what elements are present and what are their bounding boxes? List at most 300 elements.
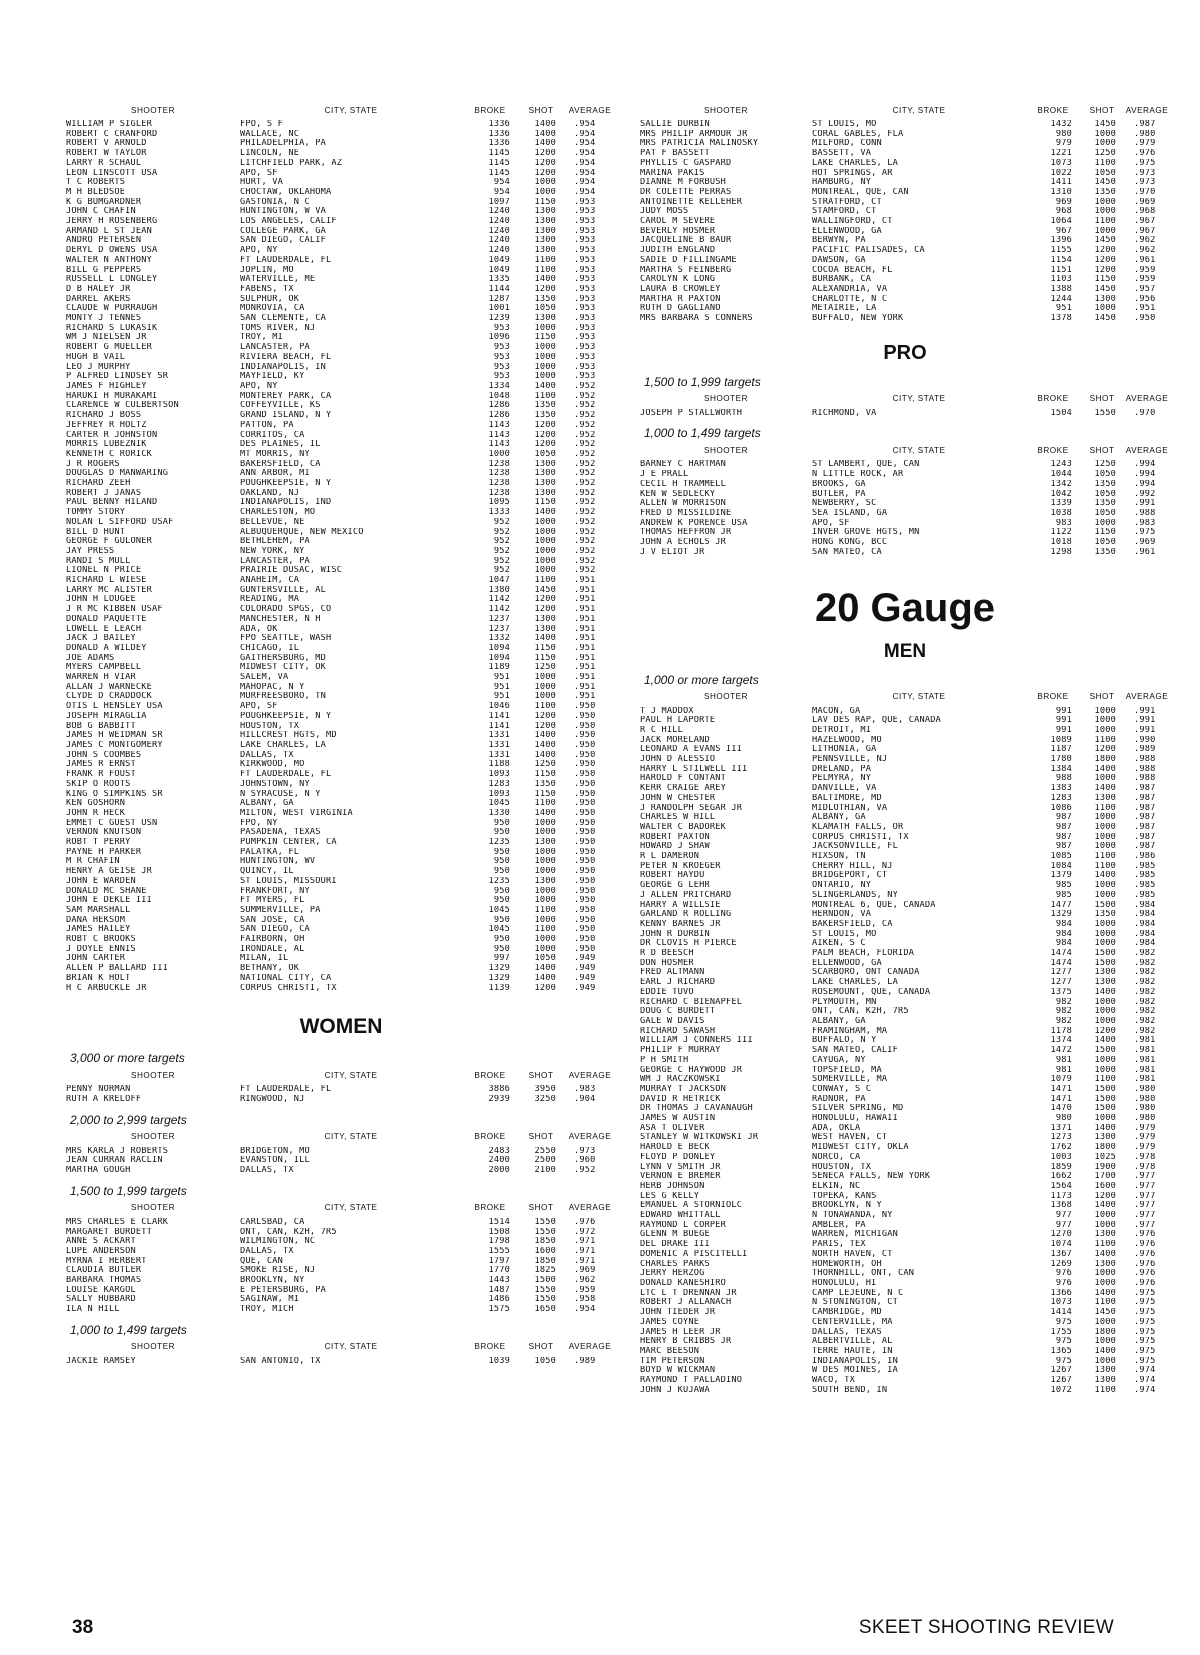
- average-header: AVERAGE: [568, 1070, 612, 1080]
- shooter-name: WILLIAM J CONNERS III: [640, 1036, 753, 1046]
- shot-value: 1000: [534, 896, 556, 906]
- table-row: [66, 547, 616, 557]
- broke-value: 951: [493, 692, 510, 702]
- broke-value: 1283: [1050, 793, 1072, 803]
- table-row: [640, 774, 1170, 784]
- shot-value: 1000: [534, 692, 556, 702]
- city-state: MIDWEST CITY, OK: [240, 663, 326, 673]
- average-value: .952: [574, 488, 596, 498]
- table-row: [640, 930, 1170, 940]
- shooter-name: EDWARD WHITTALL: [640, 1211, 721, 1221]
- table-row: [640, 726, 1170, 736]
- women-table: [66, 1127, 616, 1176]
- table-row: [66, 382, 616, 392]
- pro-group: [640, 375, 1170, 419]
- average-value: .973: [1134, 178, 1156, 188]
- shooter-name: DARREL AKERS: [66, 294, 131, 304]
- table-row: [66, 460, 616, 470]
- table-row: [640, 804, 1170, 814]
- shooter-name: CHARLES PARKS: [640, 1259, 710, 1269]
- shooter-name: JUDITH ENGLAND: [640, 246, 716, 256]
- shooter-name: DR CLOVIS H PIERCE: [640, 939, 737, 949]
- shot-value: 1000: [1094, 129, 1116, 139]
- shot-value: 1450: [1094, 314, 1116, 324]
- broke-value: 997: [493, 954, 510, 964]
- table-row: [66, 595, 616, 605]
- average-value: .951: [574, 576, 596, 586]
- city-state: PELMYRA, NY: [812, 774, 872, 784]
- average-value: .952: [574, 527, 596, 537]
- city-state: PARIS, TEX: [812, 1240, 866, 1250]
- average-value: .952: [574, 459, 596, 469]
- city-state: CHERRY HILL, NJ: [812, 861, 893, 871]
- average-value: .977: [1134, 1172, 1156, 1182]
- shot-value: 1150: [534, 498, 556, 508]
- city-state: HILLCREST HGTS, MD: [240, 731, 337, 741]
- broke-value: 1277: [1050, 968, 1072, 978]
- table-row: [66, 518, 616, 528]
- shot-value: 1000: [534, 886, 556, 896]
- shot-value: 1200: [534, 711, 556, 721]
- broke-value: 1096: [488, 333, 510, 343]
- broke-value: 1780: [1050, 755, 1072, 765]
- table-row: [66, 586, 616, 596]
- table-row: [66, 1247, 616, 1257]
- average-value: .952: [574, 498, 596, 508]
- table-row: [640, 959, 1170, 969]
- table-row: [66, 1286, 616, 1296]
- city-state: LANCASTER, PA: [240, 556, 310, 566]
- table-row: [66, 615, 616, 625]
- table-header-row: [640, 389, 1170, 409]
- average-value: .953: [574, 314, 596, 324]
- broke-value: 1333: [488, 508, 510, 518]
- table-row: [66, 537, 616, 547]
- average-value: .985: [1134, 871, 1156, 881]
- shot-value: 1200: [1094, 255, 1116, 265]
- shot-header: SHOT: [1089, 692, 1115, 701]
- shooter-name: JOHN J KUJAWA: [640, 1385, 710, 1395]
- shot-value: 1000: [534, 915, 556, 925]
- shooter-name: CECIL H TRAMMELL: [640, 479, 726, 489]
- average-value: .951: [574, 663, 596, 673]
- shooter-name: RAYMOND T PALLADINO: [640, 1376, 743, 1386]
- table-row: [640, 1114, 1170, 1124]
- table-row: [640, 149, 1170, 159]
- average-value: .982: [1134, 958, 1156, 968]
- shooter-name: DEL DRAKE III: [640, 1240, 710, 1250]
- city-state: HUNTINGTON, W VA: [240, 207, 326, 217]
- broke-value: 981: [1055, 1055, 1072, 1065]
- table-row: [66, 954, 616, 964]
- average-value: .952: [574, 449, 596, 459]
- average-value: .994: [1134, 460, 1156, 470]
- city-state: BASSETT, VA: [812, 149, 872, 159]
- city-state: PATTON, PA: [240, 420, 294, 430]
- average-value: .989: [1134, 745, 1156, 755]
- shooter-name: KENNY BARNES JR: [640, 919, 721, 929]
- shooter-name: MRS KARLA J ROBERTS: [66, 1146, 169, 1156]
- city-state: STRATFORD, CT: [812, 197, 882, 207]
- shooter-name: J R MC KIBBEN USAF: [66, 605, 163, 615]
- shot-value: 1800: [1094, 1327, 1116, 1337]
- shot-value: 1900: [1094, 1162, 1116, 1172]
- table-row: [640, 1269, 1170, 1279]
- women-rows: [66, 1357, 616, 1367]
- city-state: PENNSVILLE, NJ: [812, 755, 888, 765]
- broke-value: 1368: [1050, 1201, 1072, 1211]
- average-value: .969: [1134, 197, 1156, 207]
- shot-value: 1300: [534, 614, 556, 624]
- shot-value: 1200: [534, 430, 556, 440]
- broke-value: 1504: [1050, 408, 1072, 418]
- average-value: .976: [1134, 1249, 1156, 1259]
- shooter-name: JAMES F HIGHLEY: [66, 381, 147, 391]
- broke-value: 1330: [488, 808, 510, 818]
- broke-value: 1411: [1050, 178, 1072, 188]
- shot-value: 1200: [534, 158, 556, 168]
- broke-value: 1283: [488, 779, 510, 789]
- city-state: LINCOLN, NE: [240, 149, 300, 159]
- city-state: PASADENA, TEXAS: [240, 828, 321, 838]
- shot-value: 1100: [1094, 852, 1116, 862]
- shooter-name: PENNY NORMAN: [66, 1085, 131, 1095]
- city-state: SAN DIEGO, CA: [240, 925, 310, 935]
- shooter-name: ROBERT C CRANFORD: [66, 129, 158, 139]
- average-value: .950: [574, 935, 596, 945]
- city-state: DES PLAINES, IL: [240, 440, 321, 450]
- city-state: WARREN, MICHIGAN: [812, 1230, 898, 1240]
- average-header: AVERAGE: [568, 105, 612, 115]
- city-header: CITY, STATE: [324, 1342, 378, 1352]
- table-row: [66, 566, 616, 576]
- average-value: .954: [574, 139, 596, 149]
- average-value: .987: [1134, 793, 1156, 803]
- average-value: .984: [1134, 929, 1156, 939]
- shooter-name: H C ARBUCKLE JR: [66, 983, 147, 993]
- shot-value: 1300: [534, 314, 556, 324]
- table-row: [640, 246, 1170, 256]
- city-header: CITY, STATE: [892, 105, 946, 115]
- table-row: [640, 509, 1170, 519]
- shot-value: 1000: [1094, 1269, 1116, 1279]
- average-value: .975: [1134, 158, 1156, 168]
- shooter-name: EDDIE TUVO: [640, 987, 694, 997]
- city-state: MURFREESBORO, TN: [240, 692, 326, 702]
- shooter-name: MYERS CAMPBELL: [66, 663, 142, 673]
- shooter-name: R D BEESCH: [640, 949, 694, 959]
- group-label: 3,000 or more targets: [70, 1051, 185, 1066]
- city-state: BROOKLYN, N Y: [812, 1201, 882, 1211]
- average-value: .982: [1134, 997, 1156, 1007]
- broke-value: 1443: [488, 1276, 510, 1286]
- table-row: [66, 236, 616, 246]
- table-row: [640, 1260, 1170, 1270]
- city-state: COLORADO SPGS, CO: [240, 605, 332, 615]
- city-state: PALM BEACH, FLORIDA: [812, 949, 915, 959]
- city-state: JOHNSTOWN, NY: [240, 779, 310, 789]
- average-value: .977: [1134, 1181, 1156, 1191]
- shot-value: 1500: [1094, 1104, 1116, 1114]
- broke-value: 952: [493, 537, 510, 547]
- shooter-name: JACKIE RAMSEY: [66, 1356, 136, 1366]
- shot-value: 1000: [1094, 1278, 1116, 1288]
- shot-value: 1100: [1094, 861, 1116, 871]
- average-value: .953: [574, 343, 596, 353]
- women-group: [66, 1184, 616, 1315]
- city-state: CARLSBAD, CA: [240, 1217, 305, 1227]
- shot-value: 1200: [1094, 745, 1116, 755]
- city-state: EVANSTON, ILL: [240, 1156, 310, 1166]
- broke-value: 953: [493, 343, 510, 353]
- table-row: [66, 285, 616, 295]
- shooter-name: MRS PATRICIA MALINOSKY: [640, 139, 759, 149]
- table-row: [640, 1104, 1170, 1114]
- city-state: RADNOR, PA: [812, 1094, 866, 1104]
- table-row: [66, 372, 616, 382]
- city-state: ELKIN, NC: [812, 1181, 861, 1191]
- shooter-name: JOSEPH MIRAGLIA: [66, 711, 147, 721]
- shot-value: 1000: [1094, 1337, 1116, 1347]
- shooter-header: SHOOTER: [704, 105, 748, 115]
- average-value: .968: [1134, 207, 1156, 217]
- shooter-name: MRS BARBARA S CONNERS: [640, 314, 753, 324]
- city-state: LITCHFIELD PARK, AZ: [240, 158, 343, 168]
- city-state: TERRE HAUTE, IN: [812, 1346, 893, 1356]
- table-header-row: [66, 1198, 616, 1218]
- city-state: ADA, OK: [240, 624, 278, 634]
- shot-value: 1000: [534, 857, 556, 867]
- shooter-name: MRS PHILIP ARMOUR JR: [640, 129, 748, 139]
- table-row: [640, 139, 1170, 149]
- city-state: ALBANY, GA: [812, 813, 866, 823]
- average-value: .976: [574, 1217, 596, 1227]
- average-value: .981: [1134, 1036, 1156, 1046]
- table-row: [640, 499, 1170, 509]
- broke-value: 1238: [488, 488, 510, 498]
- shot-value: 1000: [1094, 706, 1116, 716]
- table-row: [640, 130, 1170, 140]
- city-state: CORPUS CHRISTI, TX: [240, 983, 337, 993]
- shot-value: 1450: [1094, 1308, 1116, 1318]
- average-value: .977: [1134, 1211, 1156, 1221]
- city-state: MIDLOTHIAN, VA: [812, 803, 888, 813]
- city-state: DALLAS, TX: [240, 1246, 294, 1256]
- average-header: AVERAGE: [1125, 394, 1169, 404]
- table-header-row: [66, 1065, 616, 1085]
- average-value: .952: [574, 391, 596, 401]
- broke-value: 1240: [488, 246, 510, 256]
- average-value: .977: [1134, 1201, 1156, 1211]
- city-state: RINGWOOD, NJ: [240, 1094, 305, 1104]
- broke-value: 950: [493, 886, 510, 896]
- city-state: IRONDALE, AL: [240, 944, 305, 954]
- broke-value: 1094: [488, 643, 510, 653]
- shot-header: SHOT: [1089, 105, 1115, 115]
- average-value: .977: [1134, 1191, 1156, 1201]
- shot-value: 1000: [534, 682, 556, 692]
- city-header: CITY, STATE: [892, 394, 946, 404]
- city-state: N TONAWANDA, NY: [812, 1211, 893, 1221]
- average-value: .982: [1134, 1017, 1156, 1026]
- average-value: .979: [1134, 1133, 1156, 1143]
- broke-value: 1339: [1050, 499, 1072, 509]
- shooter-name: SAM MARSHALL: [66, 905, 131, 915]
- table-row: [66, 848, 616, 858]
- shot-value: 1000: [1094, 1055, 1116, 1065]
- shot-value: 1550: [534, 1285, 556, 1295]
- gauge-heading: 20 Gauge: [814, 585, 996, 630]
- table-row: [66, 333, 616, 343]
- shot-value: 1400: [1094, 784, 1116, 794]
- women-group: [66, 1051, 616, 1104]
- shot-value: 1000: [1094, 725, 1116, 735]
- shot-value: 1300: [1094, 968, 1116, 978]
- table-row: [66, 625, 616, 635]
- shooter-name: BEVERLY HOSMER: [640, 226, 716, 236]
- table-row: [66, 1156, 616, 1166]
- city-state: ROSEMOUNT, QUE, CANADA: [812, 987, 931, 997]
- table-row: [640, 285, 1170, 295]
- broke-value: 1095: [488, 498, 510, 508]
- broke-value: 1093: [488, 789, 510, 799]
- table-row: [640, 1192, 1170, 1202]
- average-value: .952: [574, 537, 596, 547]
- shot-value: 1450: [1094, 236, 1116, 246]
- city-state: APO, NY: [240, 246, 278, 256]
- average-value: .950: [574, 867, 596, 877]
- shooter-name: JAMES HAILEY: [66, 925, 131, 935]
- shot-value: 1000: [1094, 1114, 1116, 1124]
- city-state: DANVILLE, VA: [812, 784, 877, 794]
- city-state: MT MORRIS, NY: [240, 449, 310, 459]
- broke-value: 1331: [488, 741, 510, 750]
- shot-value: 1400: [1094, 871, 1116, 881]
- broke-value: 1366: [1050, 1288, 1072, 1298]
- shot-value: 1000: [534, 944, 556, 954]
- city-state: BRIDGETON, MO: [240, 1146, 310, 1156]
- table-row: [640, 1230, 1170, 1240]
- shooter-name: JAMES H WEIDMAN SR: [66, 731, 163, 741]
- shooter-name: FRED D MISSILDINE: [640, 508, 732, 518]
- shot-value: 1850: [534, 1237, 556, 1247]
- city-state: LAKE CHARLES, LA: [812, 158, 898, 168]
- shooter-name: LAURA B CROWLEY: [640, 284, 721, 294]
- table-row: [640, 871, 1170, 881]
- broke-value: 1240: [488, 207, 510, 217]
- shooter-name: CHARLES W HILL: [640, 813, 716, 823]
- shooter-name: ROBT C BROOKS: [66, 935, 136, 945]
- city-state: HAZELWOOD, MO: [812, 735, 882, 745]
- shooter-name: JAMES C MONTGOMERY: [66, 741, 163, 750]
- shot-value: 1000: [1094, 939, 1116, 949]
- shooter-name: ASA T OLIVER: [640, 1123, 705, 1133]
- broke-value: 1797: [488, 1256, 510, 1266]
- table-row: [66, 1257, 616, 1267]
- shot-value: 1400: [534, 741, 556, 750]
- shooter-name: ROBERT PAXTON: [640, 832, 710, 842]
- average-value: .951: [574, 624, 596, 634]
- table-row: [640, 1056, 1170, 1066]
- table-row: [66, 576, 616, 586]
- table-row: [66, 1147, 616, 1157]
- shot-value: 1300: [534, 217, 556, 227]
- city-state: WEST HAVEN, CT: [812, 1133, 888, 1143]
- broke-value: 1238: [488, 479, 510, 489]
- average-value: .950: [574, 760, 596, 770]
- shot-value: 1400: [534, 634, 556, 644]
- broke-value: 1287: [488, 294, 510, 304]
- shooter-name: DONALD PAQUETTE: [66, 614, 147, 624]
- group-label: 1,500 to 1,999 targets: [70, 1183, 187, 1198]
- table-row: [66, 324, 616, 334]
- average-value: .959: [1134, 275, 1156, 285]
- average-header: AVERAGE: [1125, 692, 1169, 701]
- shooter-name: M H BLEDSOE: [66, 187, 126, 197]
- shot-value: 1100: [1094, 735, 1116, 745]
- women-rows: [66, 1147, 616, 1176]
- shot-value: 1200: [534, 168, 556, 178]
- shooter-name: JAMES W AUSTIN: [640, 1114, 716, 1124]
- broke-value: 1141: [488, 721, 510, 731]
- shooter-name: JOE ADAMS: [66, 653, 115, 663]
- shooter-name: T C ROBERTS: [66, 178, 126, 188]
- shooter-name: KEN GOSHORN: [66, 799, 126, 809]
- average-value: .984: [1134, 910, 1156, 920]
- table-row: [640, 784, 1170, 794]
- table-row: [66, 867, 616, 877]
- shot-value: 1000: [534, 372, 556, 382]
- city-state: ADA, OKLA: [812, 1123, 861, 1133]
- shot-value: 1000: [534, 178, 556, 188]
- broke-value: 1329: [1050, 910, 1072, 920]
- shot-value: 1000: [1094, 1017, 1116, 1026]
- city-state: ANAHEIM, CA: [240, 576, 300, 586]
- broke-value: 1097: [488, 197, 510, 207]
- shooter-name: JOSEPH P STALLWORTH: [640, 408, 743, 418]
- table-row: [66, 887, 616, 897]
- shot-value: 1350: [534, 411, 556, 421]
- broke-value: 951: [493, 682, 510, 692]
- shot-value: 1450: [1094, 178, 1116, 188]
- broke-value: 1003: [1050, 1152, 1072, 1162]
- city-state: BETHANY, OK: [240, 964, 300, 974]
- city-state: ONT, CAN, K2H, 7R5: [240, 1227, 337, 1237]
- average-value: .975: [1134, 1346, 1156, 1356]
- shooter-name: JAMES COYNE: [640, 1317, 700, 1327]
- average-value: .981: [1134, 1055, 1156, 1065]
- broke-value: 1188: [488, 760, 510, 770]
- shot-value: 1250: [1094, 460, 1116, 470]
- average-value: .987: [1134, 822, 1156, 832]
- shot-value: 1850: [534, 1256, 556, 1266]
- broke-value: 975: [1055, 1317, 1072, 1327]
- city-state: DALLAS, TX: [240, 1166, 294, 1176]
- city-state: QUE, CAN: [240, 1256, 283, 1266]
- shooter-name: M R CHAFIN: [66, 857, 120, 867]
- broke-header: BROKE: [1037, 692, 1069, 701]
- broke-value: 2939: [488, 1094, 510, 1104]
- shot-value: 1400: [1094, 1123, 1116, 1133]
- city-state: APO, SF: [240, 702, 278, 712]
- average-value: .949: [574, 964, 596, 974]
- city-state: GUNTERSVILLE, AL: [240, 585, 326, 595]
- broke-value: 1277: [1050, 978, 1072, 988]
- shot-value: 1100: [534, 702, 556, 712]
- shooter-name: DERYL D OWENS USA: [66, 246, 158, 256]
- broke-value: 1378: [1050, 314, 1072, 324]
- average-value: .952: [574, 556, 596, 566]
